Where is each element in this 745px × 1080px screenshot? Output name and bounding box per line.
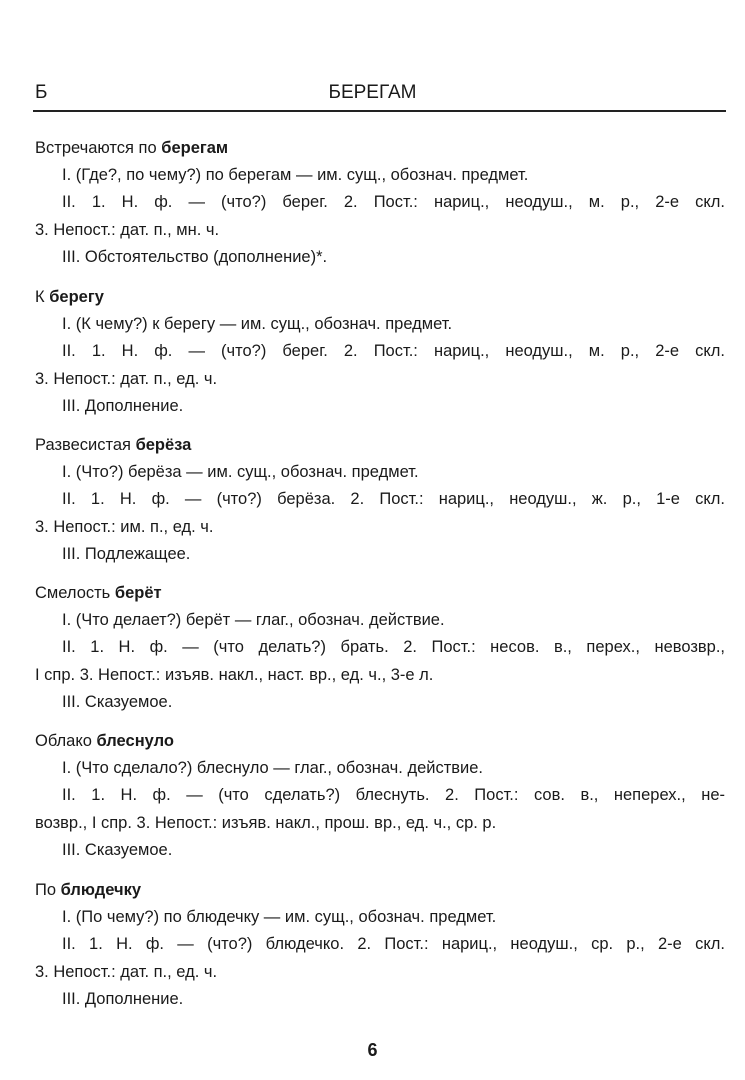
entry-phrase: К: [35, 288, 50, 306]
entry-phrase: Смелость: [35, 584, 115, 602]
entry-line: II. 1. Н. ф. — (что сделать?) блеснуть. 2. Пост.: сов. в., неперех., не-: [62, 786, 725, 805]
entry-line: 3. Непост.: дат. п., мн. ч.: [35, 220, 220, 239]
entry-line: II. 1. Н. ф. — (что?) берег. 2. Пост.: нариц., неодуш., м. р., 2-е скл.: [62, 342, 725, 361]
entry-word: берёт: [114, 584, 162, 602]
entry-line: III. Дополнение.: [62, 396, 184, 415]
entry-word: блюдечку: [60, 881, 142, 899]
entry-phrase: Облако: [35, 732, 97, 750]
entry-line: I. (Что делает?) берёт — глаг., обознач. действие.: [62, 611, 445, 630]
entry-line: возвр., I спр. 3. Непост.: изъяв. накл., прош. вр., ед. ч., ср. р.: [35, 813, 497, 832]
entry-line: 3. Непост.: дат. п., ед. ч.: [35, 369, 218, 388]
entry-line: III. Сказуемое.: [62, 692, 173, 711]
entry-word: блеснуло: [96, 732, 174, 750]
entry-line: I. (Что?) берёза — им. сущ., обознач. предмет.: [62, 463, 419, 482]
header-letter: Б: [35, 82, 48, 103]
entry-word: берегу: [49, 288, 104, 306]
entry-heading: [35, 433, 191, 457]
entry-heading: [35, 581, 162, 605]
entry-line: I спр. 3. Непост.: изъяв. накл., наст. вр., ед. ч., 3-е л.: [35, 665, 434, 684]
entry-line: III. Сказуемое.: [62, 840, 173, 859]
entry-line: II. 1. Н. ф. — (что?) берёза. 2. Пост.: нариц., неодуш., ж. р., 1-е скл.: [62, 490, 725, 509]
entry-line: II. 1. Н. ф. — (что?) блюдечко. 2. Пост.: нариц., неодуш., ср. р., 2-е скл.: [62, 935, 725, 954]
entry-line: III. Обстоятельство (дополнение)*.: [62, 247, 328, 266]
entry-word: берёза: [135, 436, 192, 454]
entry-line: 3. Непост.: дат. п., ед. ч.: [35, 962, 218, 981]
entry-word: берегам: [161, 139, 229, 157]
entry-line: I. (К чему?) к берегу — им. сущ., обознач. предмет.: [62, 315, 453, 334]
header-title: БЕРЕГАМ: [328, 82, 417, 103]
entry-heading: [35, 878, 141, 902]
entry-line: I. (Где?, по чему?) по берегам — им. сущ., обознач. предмет.: [62, 166, 529, 185]
entry-heading: [35, 136, 228, 160]
header-rule: [33, 110, 726, 112]
entry-line: II. 1. Н. ф. — (что?) берег. 2. Пост.: нариц., неодуш., м. р., 2-е скл.: [62, 193, 725, 212]
entry-heading: [35, 729, 174, 753]
entry-line: I. (По чему?) по блюдечку — им. сущ., обознач. предмет.: [62, 908, 497, 927]
entry-heading: [35, 285, 104, 309]
entry-line: II. 1. Н. ф. — (что делать?) брать. 2. Пост.: несов. в., перех., невозвр.,: [62, 638, 725, 657]
entry-line: III. Подлежащее.: [62, 544, 191, 563]
entry-phrase: По: [35, 881, 61, 899]
entry-line: I. (Что сделало?) блеснуло — глаг., обознач. действие.: [62, 759, 484, 778]
entry-line: III. Дополнение.: [62, 989, 184, 1008]
entry-line: 3. Непост.: им. п., ед. ч.: [35, 517, 214, 536]
entry-phrase: Развесистая: [35, 436, 136, 454]
entry-phrase: Встречаются по: [35, 139, 162, 157]
page-number: 6: [367, 1040, 378, 1060]
